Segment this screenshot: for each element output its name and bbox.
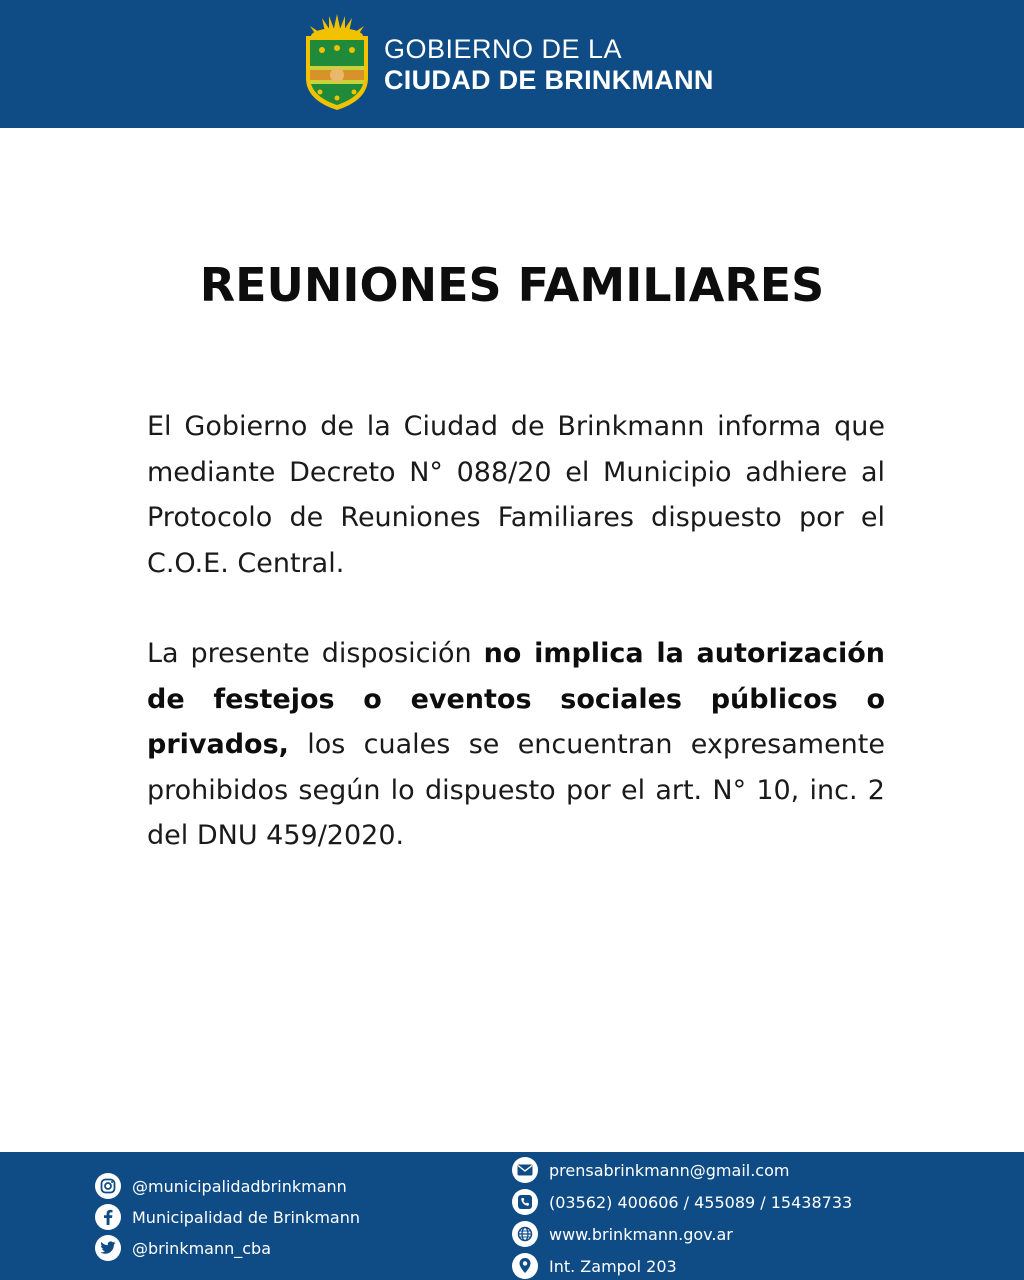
header-banner [0, 0, 1024, 128]
paragraph-announcement: El Gobierno de la Ciudad de Brinkmann informa que mediante Decreto N° 088/20 el Municipio adhiere al Protocolo de Reuniones Familiares dispuesto por el C.O.E. Central. [147, 411, 885, 579]
twitter-handle: @brinkmann_cba [132, 1238, 272, 1258]
globe-icon [512, 1221, 538, 1247]
brand-line-2: CIUDAD DE BRINKMANN [384, 65, 714, 95]
page-title: REUNIONES FAMILIARES [199, 258, 825, 312]
footer-instagram[interactable] [95, 1173, 347, 1199]
footer-address[interactable] [512, 1253, 677, 1279]
brand-line-1: GOBIERNO DE LA [384, 34, 623, 64]
email-address: prensabrinkmann@gmail.com [549, 1160, 790, 1180]
footer-banner [0, 1152, 1024, 1280]
phone-icon [512, 1189, 538, 1215]
street-address: Int. Zampol 203 [549, 1256, 677, 1276]
footer-website[interactable] [512, 1221, 733, 1247]
paragraph-disposition-intro: La presente disposición [147, 638, 484, 669]
paragraph-disposition [147, 631, 885, 859]
footer-email[interactable] [512, 1157, 789, 1183]
footer-phone[interactable] [512, 1189, 852, 1215]
facebook-icon [95, 1204, 121, 1230]
paragraph-disposition-rest: los cuales se encuentran expresamente prohibidos según lo dispuesto por el art. N° 10, inc. 2 del DNU 459/2020. [147, 729, 885, 851]
phone-numbers: (03562) 400606 / 455089 / 15438733 [549, 1192, 853, 1212]
paragraph-disposition-emphasis: no implica la autorización de festejos o eventos sociales públicos o privados, [147, 638, 885, 760]
website-url: www.brinkmann.gov.ar [549, 1224, 733, 1244]
city-coat-of-arms-icon [302, 14, 372, 112]
footer-twitter[interactable] [95, 1235, 271, 1261]
footer-facebook[interactable] [95, 1204, 360, 1230]
brand-text [384, 36, 714, 94]
twitter-icon [95, 1235, 121, 1261]
location-icon [512, 1253, 538, 1279]
facebook-page: Municipalidad de Brinkmann [132, 1207, 360, 1227]
email-icon [512, 1157, 538, 1183]
instagram-handle: @municipalidadbrinkmann [132, 1176, 347, 1196]
instagram-icon [95, 1173, 121, 1199]
